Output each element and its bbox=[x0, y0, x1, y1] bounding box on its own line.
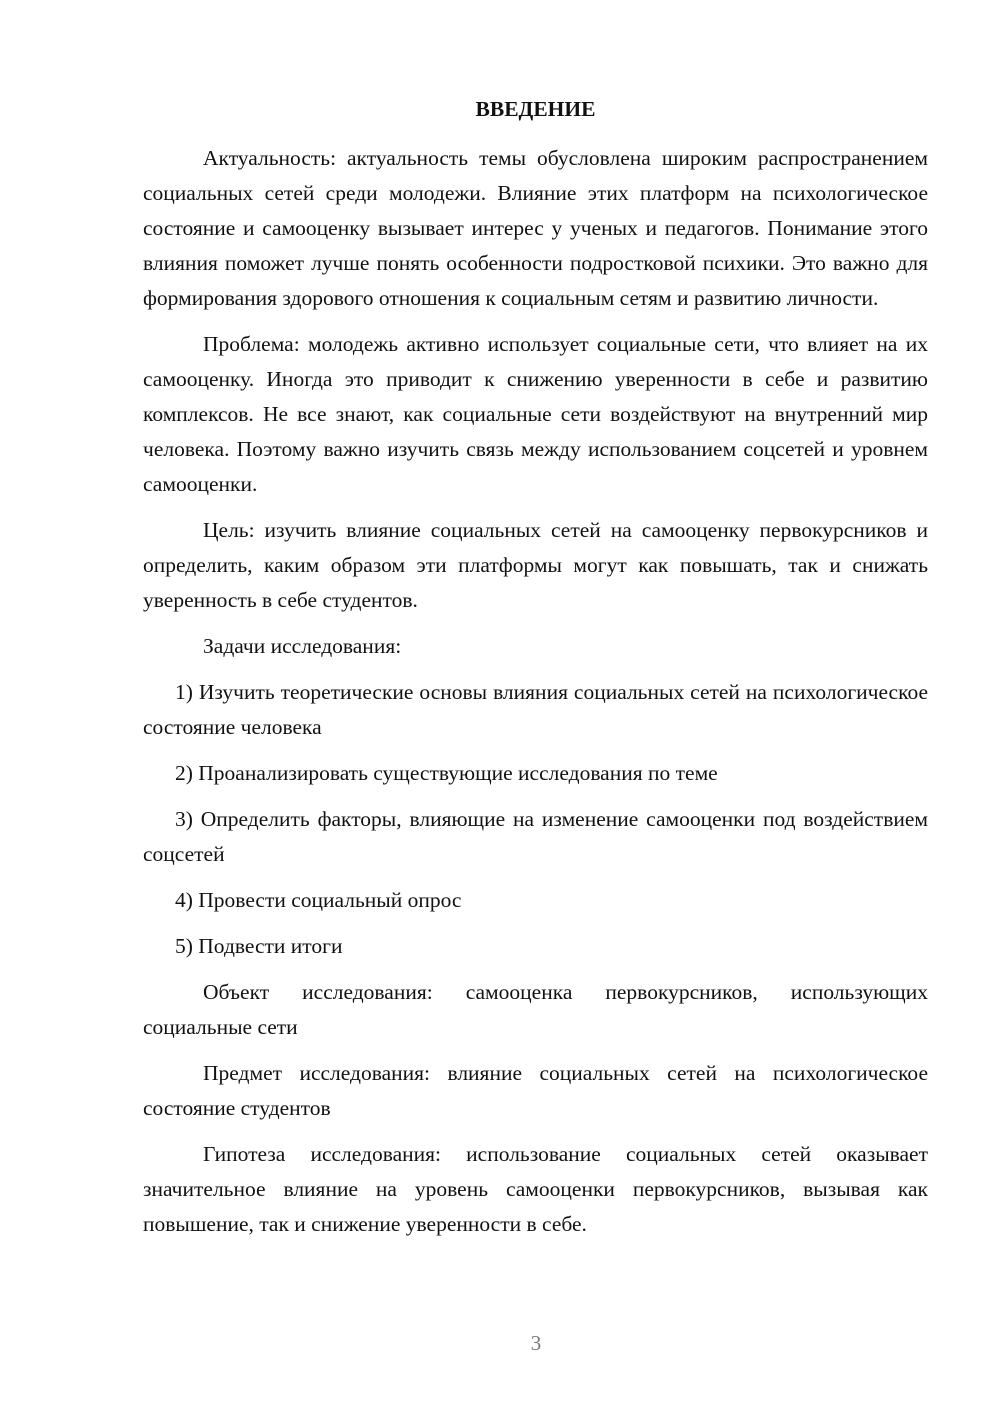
paragraph-subject: Предмет исследования: влияние социальных сетей на психологическое состояние студентов bbox=[143, 1061, 928, 1120]
document-body bbox=[143, 92, 928, 1253]
task-item-5: 5) Подвести итоги bbox=[175, 934, 343, 958]
section-title: ВВЕДЕНИЕ bbox=[475, 97, 596, 121]
task-item-2: 2) Проанализировать существующие исследования по теме bbox=[175, 761, 718, 785]
tasks-heading: Задачи исследования: bbox=[203, 634, 402, 658]
task-item-1: 1) Изучить теоретические основы влияния социальных сетей на психологическое состояние человека bbox=[143, 680, 928, 739]
task-item-3: 3) Определить факторы, влияющие на изменение самооценки под воздействием соцсетей bbox=[143, 807, 928, 866]
paragraph-relevance: Актуальность: актуальность темы обусловлена широким распространением социальных сетей среди молодежи. Влияние этих платформ на психологическое состояние и самооценку вызывает интерес у ученых и педагогов. Понимание этого влияния поможет лучше понять особенности подростковой психики. Это важно для формирования здорового отношения к социальным сетям и развитию личности. bbox=[143, 146, 928, 310]
paragraph-object: Объект исследования: самооценка первокурсников, использующих социальные сети bbox=[143, 980, 928, 1039]
paragraph-hypothesis: Гипотеза исследования: использование социальных сетей оказывает значительное влияние на уровень самооценки первокурсников, вызывая как повышение, так и снижение уверенности в себе. bbox=[143, 1142, 928, 1236]
paragraph-goal: Цель: изучить влияние социальных сетей на самооценку первокурсников и определить, каким образом эти платформы могут как повышать, так и снижать уверенность в себе студентов. bbox=[143, 518, 928, 612]
paragraph-problem: Проблема: молодежь активно использует социальные сети, что влияет на их самооценку. Иногда это приводит к снижению уверенности в себе и развитию комплексов. Не все знают, как социальные сети воздействуют на внутренний мир человека. Поэтому важно изучить связь между использованием соцсетей и уровнем самооценки. bbox=[143, 332, 928, 496]
page-number: 3 bbox=[530, 1331, 542, 1355]
task-item-4: 4) Провести социальный опрос bbox=[175, 888, 462, 912]
